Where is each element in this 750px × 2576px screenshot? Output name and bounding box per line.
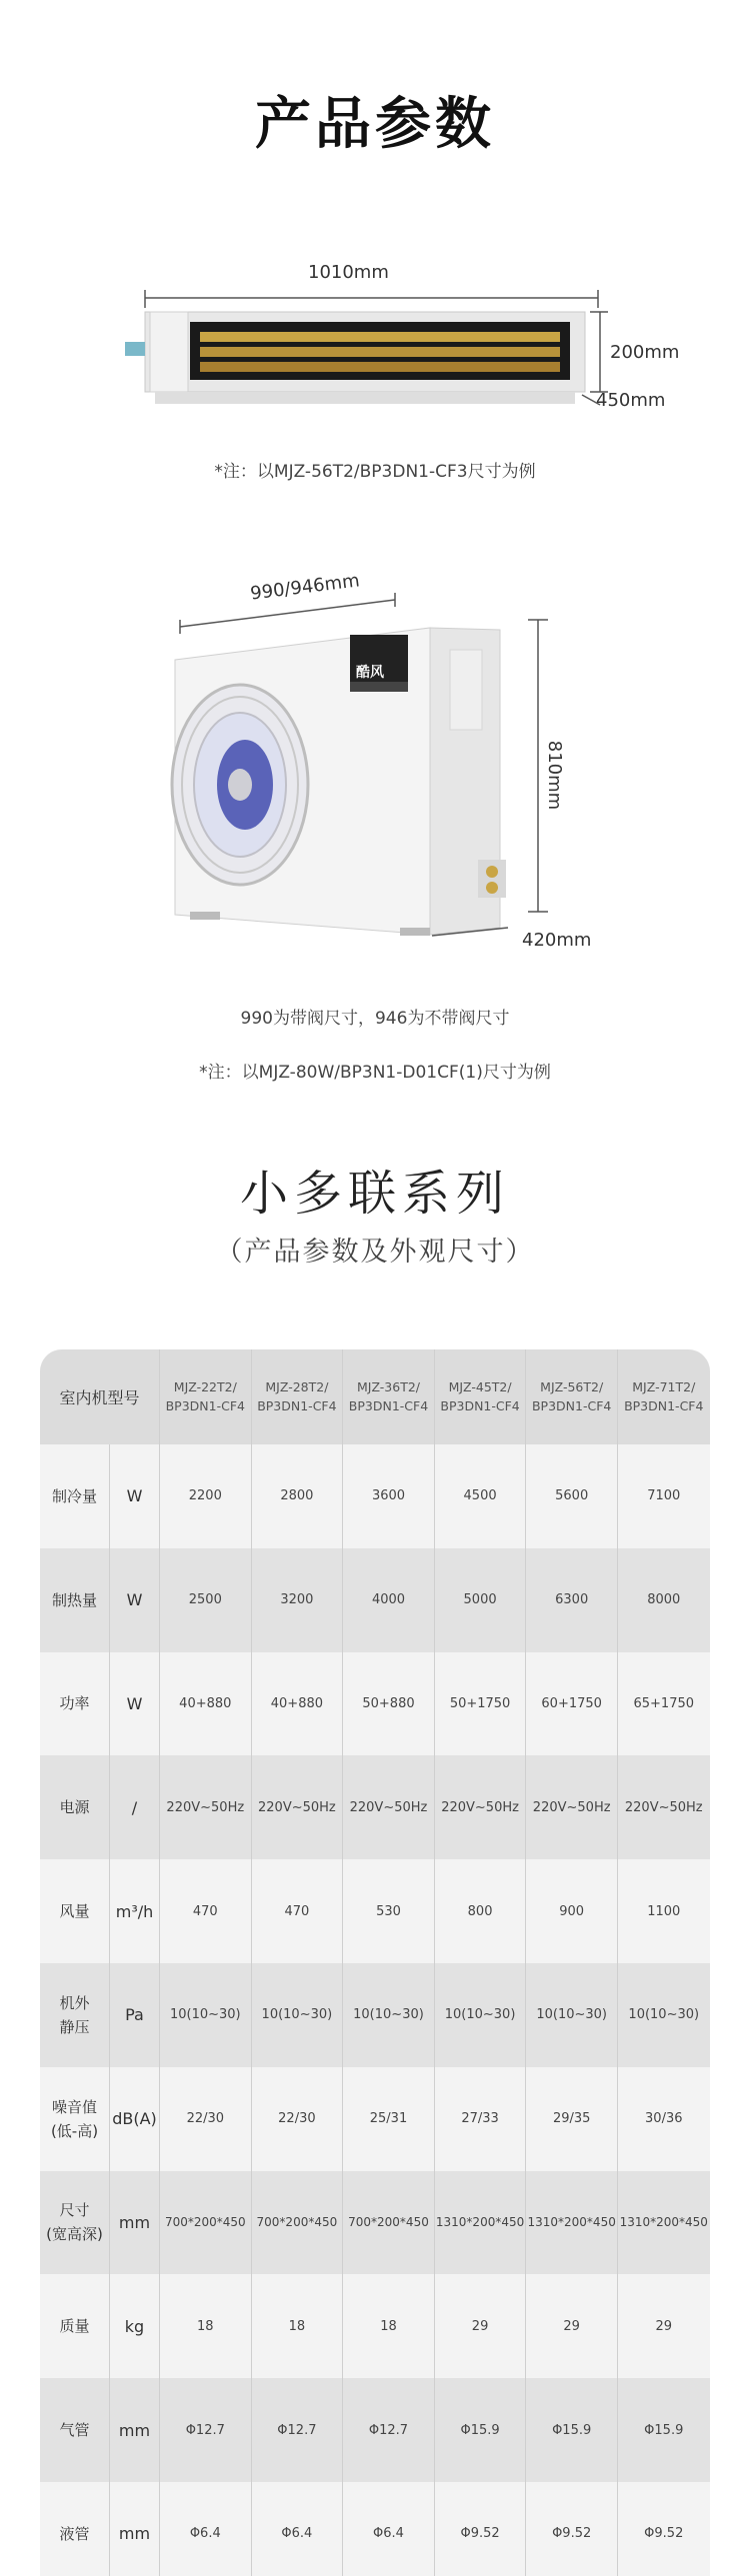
value-cell: 5600 [526, 1444, 618, 1548]
outdoor-height-label: 810mm [544, 740, 566, 811]
value-cell: 22/30 [160, 2067, 252, 2171]
value-cell: 18 [160, 2274, 252, 2378]
value-cell: 2800 [252, 1444, 344, 1548]
table-row [40, 1548, 710, 1652]
value-cell: 3200 [252, 1548, 344, 1652]
table-row [40, 1652, 710, 1756]
value-cell: 40+880 [252, 1652, 344, 1756]
value-cell: 10(10~30) [526, 1963, 618, 2067]
value-cell: 700*200*450 [160, 2171, 252, 2275]
series-title: 小多联系列 [239, 1166, 510, 1222]
value-cell: 4000 [343, 1548, 435, 1652]
indoor-width-label: 1010mm [308, 262, 389, 283]
row-unit: mm [110, 2482, 160, 2576]
value-cell: 40+880 [160, 1652, 252, 1756]
model-cell [343, 1349, 435, 1444]
outdoor-brand-label: 酷风 [356, 665, 384, 681]
value-cell: Φ15.9 [644, 2422, 684, 2438]
value-cell: 220V~50Hz [343, 1755, 435, 1859]
value-cell: 29/35 [526, 2067, 618, 2171]
table-row [40, 2274, 710, 2378]
value-cell: 10(10~30) [160, 1963, 252, 2067]
table-row [40, 2171, 710, 2275]
model-line: MJZ-56T2/ [540, 1378, 604, 1394]
indoor-depth-label: 450mm [596, 390, 666, 411]
row-unit: mm [110, 2378, 160, 2482]
outdoor-width-label: 990/946mm [249, 570, 361, 605]
spec-table [40, 1349, 710, 2576]
model-cell [526, 1349, 618, 1444]
value-cell: 18 [252, 2274, 344, 2378]
value-cell: Φ6.4 [160, 2482, 252, 2576]
value-cell: 22/30 [252, 2067, 344, 2171]
model-line: MJZ-22T2/ [173, 1378, 237, 1394]
value-cell: Φ15.9 [526, 2378, 618, 2482]
value-cell: 10(10~30) [252, 1963, 344, 2067]
value-cell: 1310*200*450 [435, 2171, 527, 2275]
value-cell: 470 [252, 1859, 344, 1963]
row-unit: m³/h [110, 1859, 160, 1963]
outdoor-depth-label: 420mm [522, 930, 592, 951]
value-cell: 29 [655, 2318, 673, 2334]
row-unit: kg [110, 2274, 160, 2378]
value-cell: 50+1750 [435, 1652, 527, 1756]
value-cell: Φ12.7 [343, 2378, 435, 2482]
value-cell: 7100 [647, 1488, 681, 1504]
page-title: 产品参数 [255, 92, 495, 157]
value-cell: 700*200*450 [343, 2171, 435, 2275]
value-cell: 4500 [435, 1444, 527, 1548]
value-cell: Φ9.52 [644, 2526, 684, 2542]
model-cell [435, 1349, 527, 1444]
row-unit: / [110, 1755, 160, 1859]
row-unit: W [110, 1652, 160, 1756]
row-unit: W [110, 1548, 160, 1652]
value-cell: Φ12.7 [160, 2378, 252, 2482]
value-cell: Φ6.4 [252, 2482, 344, 2576]
row-label: 制热量 [40, 1548, 110, 1652]
table-row [40, 2482, 710, 2576]
model-line: BP3DN1-CF4 [257, 1397, 337, 1413]
model-line: BP3DN1-CF4 [440, 1397, 520, 1413]
value-cell: 220V~50Hz [526, 1755, 618, 1859]
value-cell: 700*200*450 [252, 2171, 344, 2275]
value-cell: 3600 [343, 1444, 435, 1548]
header-label: 室内机型号 [40, 1349, 160, 1444]
value-cell: 470 [160, 1859, 252, 1963]
row-label: 噪音值 (低-高) [40, 2067, 110, 2171]
value-cell: 6300 [526, 1548, 618, 1652]
row-label: 风量 [40, 1859, 110, 1963]
value-cell: 900 [526, 1859, 618, 1963]
model-cell [618, 1349, 710, 1444]
value-cell: 220V~50Hz [160, 1755, 252, 1859]
value-cell: 2200 [160, 1444, 252, 1548]
value-cell: Φ6.4 [343, 2482, 435, 2576]
table-row [40, 1859, 710, 1963]
table-row [40, 2067, 710, 2171]
model-line: BP3DN1-CF4 [165, 1397, 245, 1413]
value-cell: 30/36 [645, 2111, 683, 2127]
row-label: 尺寸 (宽高深) [40, 2171, 110, 2275]
value-cell: 29 [526, 2274, 618, 2378]
value-cell: 10(10~30) [343, 1963, 435, 2067]
value-cell: 10(10~30) [628, 2007, 700, 2023]
value-cell: 220V~50Hz [624, 1799, 703, 1815]
row-unit: Pa [110, 1963, 160, 2067]
value-cell: 220V~50Hz [435, 1755, 527, 1859]
row-label: 质量 [40, 2274, 110, 2378]
outdoor-size-explanation: 990为带阀尺寸，946为不带阀尺寸 [240, 1009, 510, 1029]
row-unit: mm [110, 2171, 160, 2275]
indoor-note: *注：以MJZ-56T2/BP3DN1-CF3尺寸为例 [214, 462, 536, 482]
model-line: BP3DN1-CF4 [348, 1397, 429, 1413]
value-cell: Φ12.7 [252, 2378, 344, 2482]
table-row [40, 1963, 710, 2067]
table-row [40, 2378, 710, 2482]
value-cell: 2500 [160, 1548, 252, 1652]
series-subtitle: （产品参数及外观尺寸） [215, 1237, 535, 1268]
model-line: MJZ-45T2/ [448, 1378, 512, 1394]
row-unit: dB(A) [110, 2067, 160, 2171]
indoor-height-label: 200mm [610, 342, 680, 363]
model-line: MJZ-71T2/ [632, 1378, 696, 1394]
value-cell: 1310*200*450 [619, 2215, 708, 2230]
row-label: 机外 静压 [40, 1963, 110, 2067]
value-cell: 10(10~30) [435, 1963, 527, 2067]
value-cell: 1310*200*450 [526, 2171, 618, 2275]
outdoor-note: *注：以MJZ-80W/BP3N1-D01CF(1)尺寸为例 [199, 1063, 551, 1083]
value-cell: Φ15.9 [435, 2378, 527, 2482]
value-cell: 530 [343, 1859, 435, 1963]
row-label: 电源 [40, 1755, 110, 1859]
model-cell [252, 1349, 344, 1444]
value-cell: 60+1750 [526, 1652, 618, 1756]
value-cell: 50+880 [343, 1652, 435, 1756]
table-row [40, 1755, 710, 1859]
model-line: BP3DN1-CF4 [531, 1397, 612, 1413]
value-cell: 800 [435, 1859, 527, 1963]
value-cell: 8000 [647, 1592, 681, 1608]
row-unit: W [110, 1444, 160, 1548]
row-label: 制冷量 [40, 1444, 110, 1548]
value-cell: 5000 [435, 1548, 527, 1652]
value-cell: 29 [435, 2274, 527, 2378]
row-label: 液管 [40, 2482, 110, 2576]
table-row [40, 1444, 710, 1548]
row-label: 气管 [40, 2378, 110, 2482]
value-cell: 65+1750 [633, 1695, 695, 1711]
value-cell: 220V~50Hz [252, 1755, 344, 1859]
value-cell: Φ9.52 [526, 2482, 618, 2576]
outdoor-unit-illustration [0, 560, 750, 960]
table-header-row [40, 1349, 710, 1444]
model-line: MJZ-36T2/ [356, 1378, 420, 1394]
value-cell: 1100 [647, 1903, 681, 1919]
value-cell: Φ9.52 [435, 2482, 527, 2576]
value-cell: 25/31 [343, 2067, 435, 2171]
value-cell: 18 [343, 2274, 435, 2378]
row-label: 功率 [40, 1652, 110, 1756]
model-line: MJZ-28T2/ [265, 1378, 329, 1394]
value-cell: 27/33 [435, 2067, 527, 2171]
model-line: BP3DN1-CF4 [624, 1397, 704, 1413]
model-cell [160, 1349, 252, 1444]
